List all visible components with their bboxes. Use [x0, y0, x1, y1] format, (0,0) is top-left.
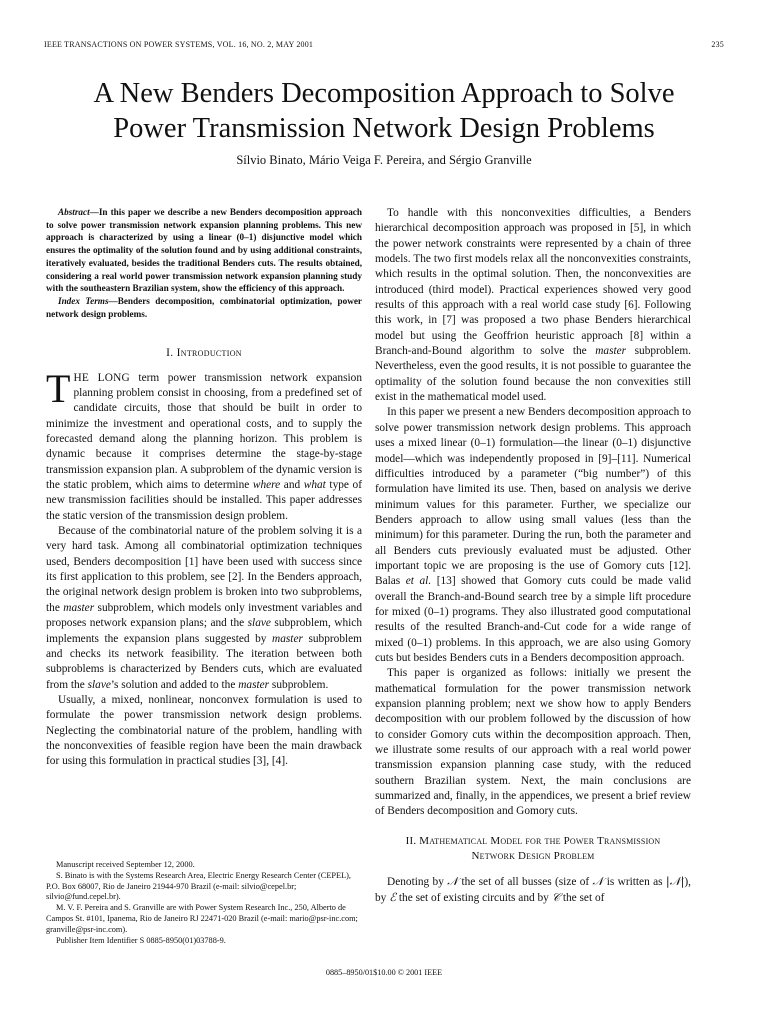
body-paragraph-4 — [375, 874, 691, 907]
paper-title — [30, 76, 738, 146]
footnote: M. V. F. Pereira and S. Granville are with Power System Research Inc., 250, Alberto de Campos St. #101, Ipanema, Rio de Janeiro RJ 22471-020 Brazil (e-mail: mario@psr-inc.com; granville@psr-inc.com). — [46, 903, 358, 934]
body-paragraph-3: This paper is organized as follows: initially we present the mathematical formulation for the power transmission network expansion planning problem; next we show how to apply Benders decomposition with our problem followed by the discussion of how to consider Gomory cuts within the decomposition approach. Then, we illustrate some results of our approach with a real world power transmission expansion planning case study, with the reduced southern Brazilian system. Next, the main conclusions are summarized and, finally, in the appendices, we present a brief review of Benders decomposition and Gomory cuts. — [375, 667, 691, 818]
emphasis: slave — [247, 617, 271, 630]
intro-paragraph-1 — [46, 365, 362, 524]
math-symbol: 𝒞 — [551, 890, 560, 905]
abstract — [46, 206, 362, 295]
footnote: Publisher Item Identifier S 0885-8950(01)03788-9. — [56, 935, 226, 945]
body-text: To handle with this nonconvexities difficulties, a Benders hierarchical decomposition approach was proposed in [5], in which the power network constraints were represented by a chain of three models. The two first models relax all the nonconvexities constraints, which results in the optimal solution. Then, the nonconvexities are introduced (third model). Practical experiences showed very good results of this approach with a real world case study [6]. Following this work, in [7] was proposed a two phase Benders hierarchical model but using the Geoffrion heuristic approach [8] within a Branch-and-Bound algorithm to solve the — [375, 207, 691, 358]
body-text: [13] showed that Gomory cuts could be made valid overall the Branch-and-Bound search tree by a simple lift procedure for mixed (0–1) programs. They also illustrated good computational results of the resulted Branch-and-Cut code for a wide range of mixed (0–1) problems. In this approach, we are also using Gomory cuts but besides Benders cuts in a Benders decomposition approach. — [375, 575, 691, 664]
emphasis: master — [595, 345, 627, 358]
drop-cap: T — [46, 365, 71, 411]
right-column — [375, 206, 691, 906]
intro-paragraph-2 — [46, 524, 362, 693]
intro-text: type of new transmission facilities should be installed. This paper addresses the static version of the transmission design problem. — [46, 479, 362, 522]
intro-paragraph-3: Usually, a mixed, nonlinear, nonconvex formulation is used to formulate the power transmission network design problems. Neglecting the combinatorial nature of the problem, handling with the nonconvexities of feasible region have been the main drawback for using this formulation in practical studies [3], [4]. — [46, 693, 362, 768]
body-text: Denoting by — [387, 875, 448, 888]
math-symbol: 𝒩 — [447, 873, 459, 888]
intro-text: ’s solution and added to the — [110, 678, 239, 691]
body-text: the set of existing circuits and by — [396, 892, 552, 905]
intro-text: subproblem and checks its network feasibility. The iteration between both subproblems is characterized by Benders cuts, which are evaluated from the — [46, 632, 363, 691]
intro-text: subproblem, which implements the expansion plans suggested by — [46, 617, 362, 645]
section-heading-2 — [375, 834, 691, 864]
left-column — [46, 206, 362, 770]
body-text: In this paper we present a new Benders decomposition approach to solve power transmission network design problems. This approach uses a mixed linear (0–1) formulation—the linear (0–1) disjunctive model—which was independently proposed in [9]–[11]. Numerical difficulties introduced by a parameter (“big number”) of this formulation have limited its use. Then, based on analysis we derive minimum values for this parameter. Further, we specialize our Benders approach to allow using small values (less than the minimum) for this parameter. During the run, both the parameter and all Benders cuts previously evaluated must be adjusted. Other important topic we are proposing is the use of Gomory cuts [12]. Balas — [375, 406, 691, 588]
emphasis: slave — [87, 678, 111, 691]
index-terms — [46, 295, 362, 320]
emphasis: what — [303, 479, 326, 492]
title-line-1: A New Benders Decomposition Approach to Solve — [93, 78, 675, 109]
footnotes — [46, 860, 362, 946]
intro-text: subproblem, which models only investment variables and proposes network expansion plans; and the — [46, 601, 362, 630]
copyright-footer: 0885–8950/01$10.00 © 2001 IEEE — [325, 968, 443, 977]
math-symbol: 𝒩 — [592, 873, 604, 888]
section-heading-introduction — [46, 346, 362, 361]
intro-lead: HE LONG — [73, 371, 130, 384]
emphasis: where — [252, 479, 281, 492]
emphasis: master — [63, 601, 95, 614]
math-symbol: |𝒩| — [665, 873, 685, 888]
body-paragraph-1 — [375, 206, 691, 405]
index-terms-label: Index Terms— — [58, 295, 118, 306]
running-head — [44, 40, 724, 49]
section-title: Introduction — [176, 347, 242, 360]
body-text: the set of — [559, 892, 605, 905]
section-2-title-line-2: Network Design Problem — [471, 849, 595, 862]
section-2-title-line-1: II. Mathematical Model for the Power Transmission — [405, 834, 661, 847]
author-list: Sílvio Binato, Mário Veiga F. Pereira, and Sérgio Granville — [236, 153, 532, 167]
body-text: the set of all busses (size of — [458, 875, 593, 888]
section-numeral: I. — [166, 347, 177, 360]
body-paragraph-2 — [375, 405, 691, 666]
emphasis: master — [272, 632, 303, 645]
math-symbol: ℰ — [389, 890, 397, 905]
intro-text: term power transmission network expansion planning problem consist in choosing, from a predefined set of candidate circuits, those that should be built in order to minimize the investment and operational costs, and to supply the forecasted demand along the planning horizon. This problem is dynamic because it comprises determine the stage-by-stage transmission expansion plan. A subproblem of the dynamic version is the static problem, which aims to determine — [46, 371, 362, 492]
journal-name: IEEE TRANSACTIONS ON POWER SYSTEMS, VOL. 16, NO. 2, MAY 2001 — [44, 40, 314, 49]
body-text: subproblem. Nevertheless, even the good results, it is not possible to guarantee the optimality of the solution found because the non convexities still exist in the mathematical model used. — [375, 345, 692, 404]
title-line-2: Power Transmission Network Design Problems — [113, 113, 655, 144]
page-number: 235 — [711, 40, 724, 49]
emphasis: et al. — [405, 575, 432, 588]
body-text: ), by — [375, 875, 692, 905]
intro-text: Because of the combinatorial nature of the problem solving it is a very hard task. Among all combinatorial optimization techniques used, Benders decomposition [1] have been used with success since its first application to this problem, see [2]. In the Benders approach, the original network design problem is broken into two subproblems, the — [46, 525, 362, 614]
index-terms-text: Benders decomposition, combinatorial optimization, power network design problems. — [46, 295, 362, 319]
intro-text: subproblem. — [269, 678, 329, 691]
intro-text: and — [280, 479, 304, 492]
abstract-text: In this paper we describe a new Benders decomposition approach to solve power transmission network expansion planning problems. This new approach is characterized by using a linear (0–1) disjunctive model which ensures the optimality of the solution found and by using additional constraints, iteratively evaluated, besides the traditional Benders cuts. The results obtained, considering a real world power transmission network expansion planning study with the southeastern Brazilian system, show the efficiency of this approach. — [46, 207, 362, 294]
abstract-label: Abstract— — [58, 207, 99, 217]
footnote: Manuscript received September 12, 2000. — [56, 860, 195, 869]
emphasis: master — [238, 678, 270, 691]
footnote: S. Binato is with the Systems Research Area, Electric Energy Research Center (CEPEL), P.O. Box 68007, Rio de Janeiro 21944-970 Brazil (e-mail: silvio@cepel.br; silvio@fund.cepel.br). — [46, 870, 352, 902]
body-text: is written as — [603, 875, 666, 888]
